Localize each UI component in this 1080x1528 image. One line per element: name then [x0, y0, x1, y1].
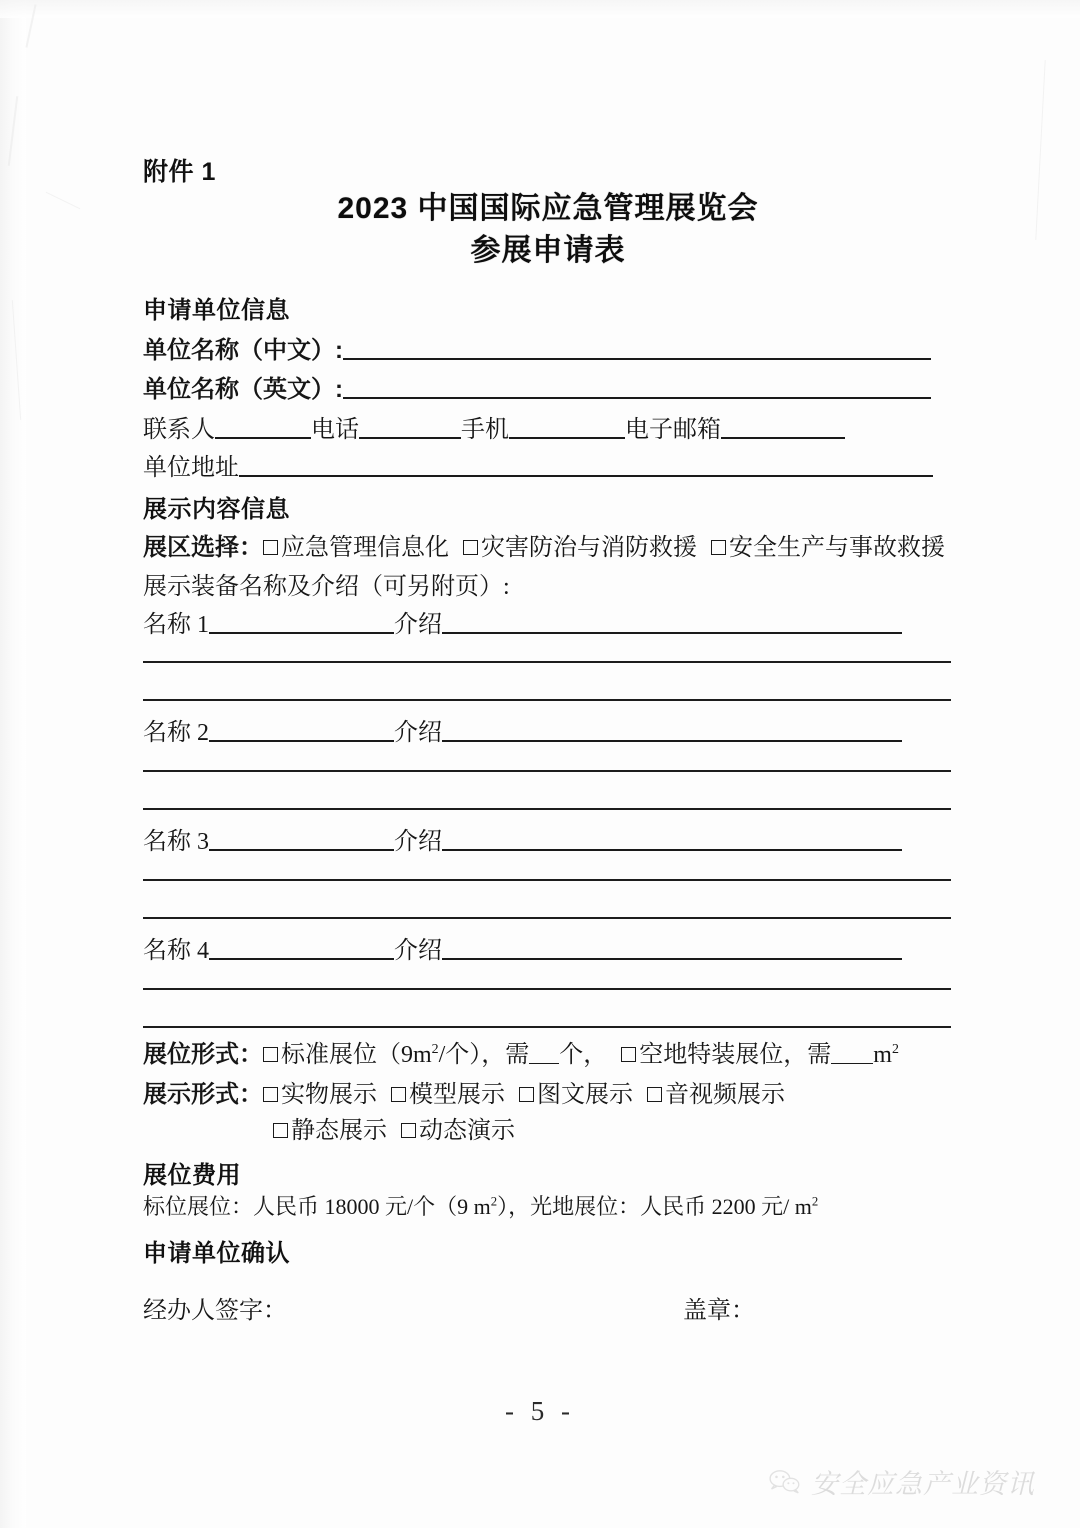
item-blank-line-1b[interactable]: [143, 699, 951, 701]
item-intro-label-1: 介绍: [394, 612, 442, 638]
seal-row: [683, 1290, 755, 1325]
item-intro-label-3: 介绍: [394, 829, 442, 855]
display-option-0: 实物展示: [281, 1082, 377, 1108]
watermark-text: 安全应急产业资讯: [811, 1469, 1035, 1499]
seal-label: 盖章：: [683, 1298, 755, 1324]
zone-select-row: [143, 527, 945, 562]
display-option-5: 动态演示: [419, 1118, 515, 1144]
unit-name-cn-label: 单位名称（中文）:: [143, 337, 343, 364]
raw-space-qty-input[interactable]: [831, 1038, 873, 1064]
item-blank-line-3a[interactable]: [143, 879, 951, 881]
item-row-2: [143, 712, 902, 747]
raw-space-superscript: 2: [891, 1042, 899, 1057]
title-line-2: 参展申请表: [470, 234, 626, 267]
item-name-label-2: 名称 2: [143, 720, 209, 746]
standard-booth-text-b: /个），需: [438, 1042, 530, 1068]
item-name-input-4[interactable]: [209, 933, 394, 960]
item-row-4: [143, 930, 902, 965]
item-intro-label-2: 介绍: [394, 720, 442, 746]
item-intro-input-3[interactable]: [442, 824, 902, 851]
contact-row: [143, 409, 845, 444]
scan-edge-top: [0, 0, 1080, 18]
item-blank-line-3b[interactable]: [143, 917, 951, 919]
item-name-label-4: 名称 4: [143, 938, 209, 964]
standard-booth-qty-input[interactable]: [529, 1038, 559, 1064]
checkbox-display-3[interactable]: [647, 1087, 662, 1102]
fee-superscript-b: 2: [811, 1194, 819, 1209]
standard-booth-text-c: 个，: [559, 1042, 608, 1068]
address-input[interactable]: [239, 450, 933, 477]
contact-input[interactable]: [215, 412, 311, 439]
display-option-4: 静态展示: [291, 1118, 387, 1144]
exhibit-section-heading: 展示内容信息: [143, 496, 290, 523]
fee-section-heading: 展位费用: [143, 1162, 241, 1189]
checkbox-zone-0[interactable]: [263, 540, 278, 555]
mobile-label: 手机: [461, 417, 509, 443]
booth-type-label: 展位形式：: [143, 1041, 263, 1068]
checkbox-display-2[interactable]: [519, 1087, 534, 1102]
scan-artifact: [46, 192, 81, 210]
item-name-input-3[interactable]: [209, 824, 394, 851]
page-number: - 5 -: [505, 1396, 575, 1426]
confirm-section-heading: 申请单位确认: [143, 1240, 290, 1267]
item-blank-line-2b[interactable]: [143, 808, 951, 810]
checkbox-standard-booth[interactable]: [263, 1047, 278, 1062]
display-type-row-1: [143, 1074, 785, 1109]
item-row-3: [143, 821, 902, 856]
raw-space-text-b: m: [873, 1042, 892, 1068]
signature-label: 经办人签字：: [143, 1298, 287, 1324]
wechat-icon: [768, 1468, 802, 1496]
address-label: 单位地址: [143, 455, 239, 481]
checkbox-display-4[interactable]: [273, 1123, 288, 1138]
display-option-3: 音视频展示: [665, 1082, 785, 1108]
standard-booth-text-a: 标准展位（9m: [281, 1042, 432, 1068]
contact-label: 联系人: [143, 417, 215, 443]
phone-input[interactable]: [359, 412, 461, 439]
checkbox-zone-1[interactable]: [463, 540, 478, 555]
equipment-label: 展示装备名称及介绍（可另附页）:: [143, 574, 510, 600]
display-option-2: 图文展示: [537, 1082, 633, 1108]
unit-name-en-input[interactable]: [343, 372, 931, 399]
fee-detail-row: [143, 1190, 818, 1221]
scan-artifact: [1035, 60, 1045, 240]
display-type-row-2: [273, 1110, 515, 1145]
zone-option-2: 安全生产与事故救援: [729, 535, 945, 561]
checkbox-display-1[interactable]: [391, 1087, 406, 1102]
item-intro-input-2[interactable]: [442, 715, 902, 742]
title-line-1: 2023 中国国际应急管理展览会: [337, 192, 759, 225]
fee-superscript-a: 2: [490, 1194, 498, 1209]
page-title: [143, 188, 953, 272]
zone-select-label: 展区选择：: [143, 534, 263, 561]
item-intro-label-4: 介绍: [394, 938, 442, 964]
checkbox-raw-space-booth[interactable]: [621, 1047, 636, 1062]
standard-booth-superscript: 2: [431, 1042, 439, 1057]
applicant-section-heading: 申请单位信息: [143, 297, 290, 324]
attachment-label: 附件 1: [143, 158, 216, 186]
item-intro-input-4[interactable]: [442, 933, 902, 960]
item-blank-line-4a[interactable]: [143, 988, 951, 990]
display-type-label: 展示形式：: [143, 1081, 263, 1108]
scan-edge-left: [0, 0, 26, 1528]
unit-name-en-label: 单位名称（英文）:: [143, 376, 343, 403]
checkbox-zone-2[interactable]: [711, 540, 726, 555]
watermark: [768, 1462, 1035, 1501]
item-blank-line-4b[interactable]: [143, 1026, 951, 1028]
item-name-label-3: 名称 3: [143, 829, 209, 855]
raw-space-text-a: 空地特装展位，需: [639, 1042, 832, 1068]
item-name-label-1: 名称 1: [143, 612, 209, 638]
item-blank-line-2a[interactable]: [143, 770, 951, 772]
zone-option-0: 应急管理信息化: [281, 535, 449, 561]
zone-option-1: 灾害防治与消防救援: [481, 535, 697, 561]
phone-label: 电话: [311, 417, 359, 443]
address-row: [143, 447, 933, 482]
mobile-input[interactable]: [509, 412, 625, 439]
item-blank-line-1a[interactable]: [143, 661, 951, 663]
email-input[interactable]: [721, 412, 845, 439]
display-option-1: 模型展示: [409, 1082, 505, 1108]
fee-text-a: 标位展位：人民币 18000 元/个（9 m: [143, 1194, 491, 1219]
checkbox-display-5[interactable]: [401, 1123, 416, 1138]
booth-type-row: [143, 1034, 899, 1069]
email-label: 电子邮箱: [625, 417, 721, 443]
item-intro-input-1[interactable]: [442, 607, 902, 634]
item-name-input-1[interactable]: [209, 607, 394, 634]
unit-name-en-row: [143, 369, 931, 404]
checkbox-display-0[interactable]: [263, 1087, 278, 1102]
item-name-input-2[interactable]: [209, 715, 394, 742]
fee-text-b: ），光地展位：人民币 2200 元/ m: [497, 1194, 812, 1219]
unit-name-cn-row: [143, 330, 931, 365]
unit-name-cn-input[interactable]: [343, 333, 931, 360]
signature-row: [143, 1290, 287, 1325]
item-row-1: [143, 604, 902, 639]
